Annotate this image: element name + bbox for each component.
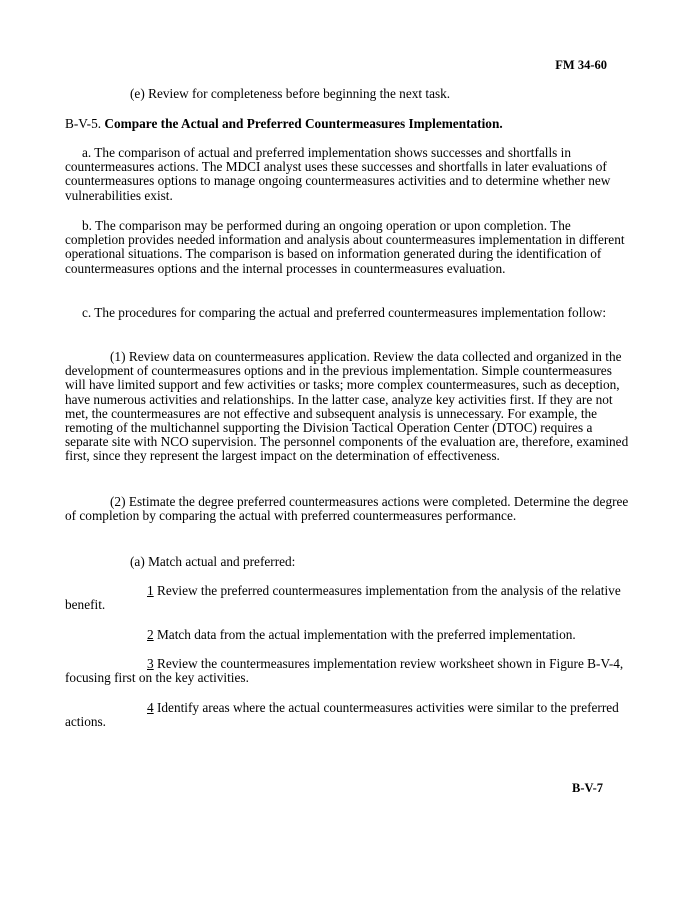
step-e-paragraph: (e) Review for completeness before beginning the next task. xyxy=(130,86,451,101)
page-number: B-V-7 xyxy=(571,781,603,795)
page-header-doc-id: FM 34-60 xyxy=(555,58,607,72)
paragraph-1: (1) Review data on countermeasures application. Review the data collected and organized in the development of countermeasures options and in the previous implementation. Simple countermeasures will have limited support and few activities or tasks; more complex countermeasures, such as deception, have numerous activities and relationships. In the latter case, analyze key activities first. If they are not met, the countermeasures are not effective and subsequent analysis is unnecessary. For example, the remoting of the multichannel supporting the Division Tactical Operation Center (DTOC) requires a separate site with NCO supervision. The personnel components of the evaluation are, therefore, examined first, since they represent the largest impact on the determination of effectiveness. xyxy=(65,349,629,464)
list-item-text: Review the countermeasures implementation review worksheet shown in Figure B-V-4, focusing first on the key activities. xyxy=(65,656,624,686)
section-title: Compare the Actual and Preferred Countermeasures Implementation. xyxy=(104,116,503,131)
list-item xyxy=(65,584,631,612)
list-item xyxy=(65,657,631,685)
list-item-text: Review the preferred countermeasures implementation from the analysis of the relative benefit. xyxy=(65,583,621,613)
list-item-number: 2 xyxy=(147,627,154,642)
list-item xyxy=(65,701,631,729)
list-item-number: 3 xyxy=(147,656,154,671)
list-item xyxy=(65,628,631,642)
list-item-number: 1 xyxy=(147,583,154,598)
list-item-number: 4 xyxy=(147,700,154,715)
list-item-text: Match data from the actual implementation with the preferred implementation. xyxy=(156,627,576,642)
paragraph-c: c. The procedures for comparing the actual and preferred countermeasures implementation follow: xyxy=(82,305,607,320)
paragraph-b: b. The comparison may be performed during an ongoing operation or upon completion. The completion provides needed information and analysis about countermeasures implementation in different operational situations. The comparison is based on information generated during the identification of countermeasures options and the internal processes in countermeasures evaluation. xyxy=(65,218,625,276)
paragraph-a: a. The comparison of actual and preferred implementation shows successes and shortfalls in countermeasures actions. The MDCI analyst uses these successes and shortfalls in later evaluations of countermeasures options to manage ongoing countermeasures activities and to determine whether new vulnerabilities exist. xyxy=(65,145,611,203)
section-heading xyxy=(65,117,631,131)
list-item-text: Identify areas where the actual countermeasures activities were similar to the preferred actions. xyxy=(65,700,619,730)
paragraph-2: (2) Estimate the degree preferred countermeasures actions were completed. Determine the degree of completion by comparing the actual with preferred countermeasures performance. xyxy=(65,494,629,524)
paragraph-2a: (a) Match actual and preferred: xyxy=(130,554,296,569)
section-number: B-V-5. xyxy=(65,116,102,131)
